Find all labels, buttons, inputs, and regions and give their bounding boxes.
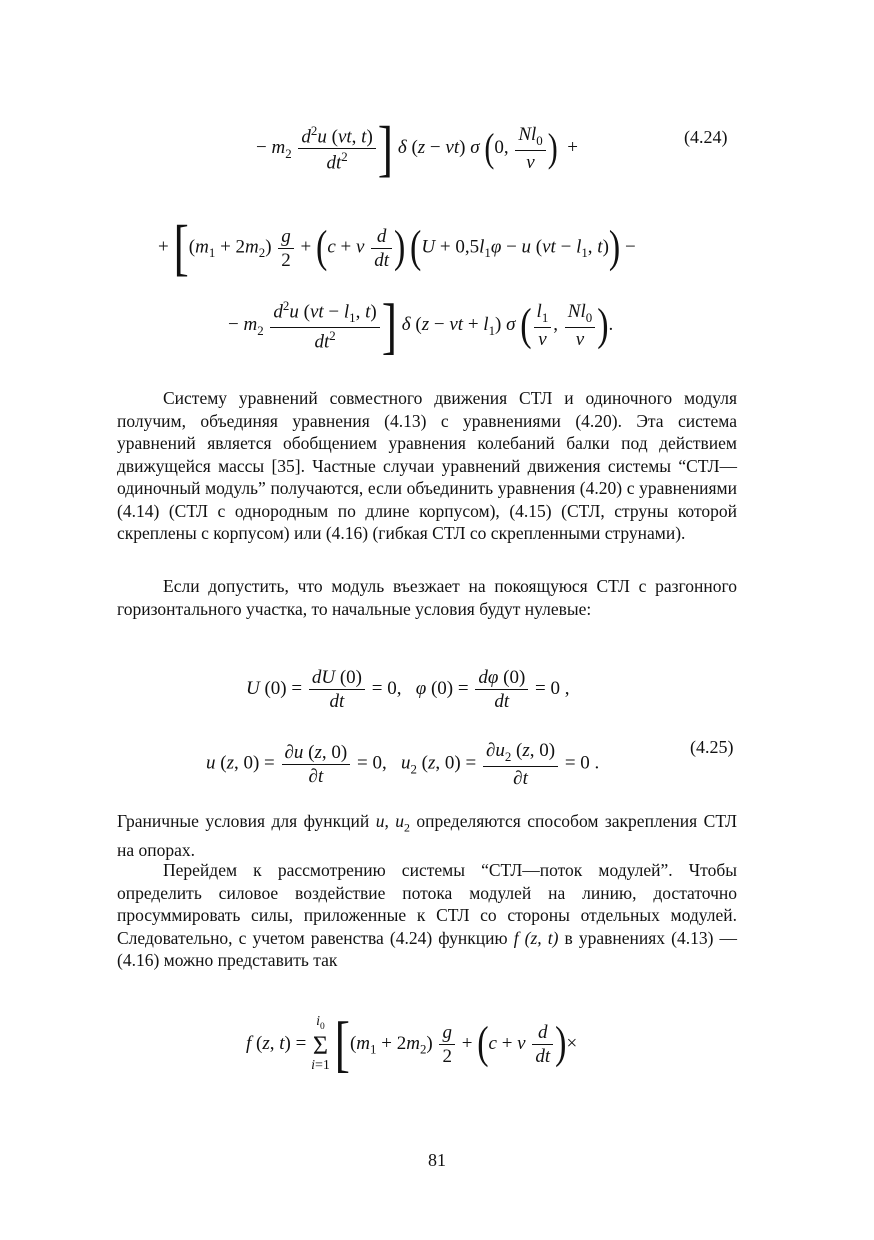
paragraph-system-equations xyxy=(117,387,737,545)
paragraph-text: Перейдем к рассмотрению системы “СТЛ—поток модулей”. Чтобы определить силовое воздействие потока модулей на линию, достаточно просуммировать силы, приложенные к СТЛ со стороны отдельных модулей. Следовательно, с учетом равенства (4.24) функцию xyxy=(117,860,737,948)
equation-number: (4.24) xyxy=(684,127,728,147)
equation-force-sum: f (z, t) = $i_0$ Σ i=1 [$(m_1 + 2m_2)$ $\frac{g}{2}$ + (c + v $\frac{d}{dt}$ )× xyxy=(246,1009,578,1079)
paragraph-text: в уравнениях (4.13) — (4.16) можно представить так xyxy=(117,927,737,970)
equation-number: (4.25) xyxy=(690,737,734,757)
paragraph-text: Если допустить, что модуль въезжает на покоящуюся СТЛ с разгонного горизонтального участка, то начальные условия будут нулевые: xyxy=(117,576,737,619)
variable-u: u xyxy=(375,811,385,831)
equation-4-25-line-1: U (0) = $\frac{dU (0)}{dt}$ = 0, φ (0) = $\frac{d\varphi (0)}{dt}$ = 0 , xyxy=(246,667,570,712)
page-number: 81 xyxy=(428,1150,446,1170)
paragraph-boundary-conditions xyxy=(117,810,737,862)
variable-u2-subscript: 2 xyxy=(404,820,410,835)
paragraph-text: определяются способом закрепления СТЛ на опорах. xyxy=(117,811,738,860)
paragraph-text: , xyxy=(384,811,396,831)
paragraph-module-flow xyxy=(117,859,737,972)
function-f: f (z, t) xyxy=(513,927,559,948)
equation-4-25-line-2: u (z, 0) = $\frac{\partial u (z, 0)}{\partial t}$ = 0, $u_2$ (z, 0) = $\frac{\partial u_2 (z, 0)}{\partial t}$ = 0 . xyxy=(206,740,600,789)
paragraph-text: Систему уравнений совместного движения СТЛ и одиночного модуля получим, объединяя уравнения (4.13) с уравнениями (4.20). Эта система уравнений является обобщением уравнения колебаний балки под действием движущейся массы [35]. Частные случаи уравнений движения системы “СТЛ—одиночный модуль” получаются, если объединить уравнения (4.20) с уравнениями (4.14) (СТЛ с однородным по длине корпусом), (4.15) (СТЛ, струны которой скреплены с корпусом) или (4.16) (гибкая СТЛ со скрепленными струнами). xyxy=(117,388,737,543)
paragraph-initial-conditions xyxy=(117,575,737,620)
variable-u2: u xyxy=(395,811,404,831)
equation-4-24-line-2: + [$(m_1 + 2m_2)$ $\frac{g}{2}$ + (c + v $\frac{d}{dt}$ ) ($U + 0,5l_1\varphi - u$ ($vt - l_1$, t)) − xyxy=(158,212,636,282)
equation-4-24-line-1: − $m_2$ $\frac{d^2u (vt, t)}{dt^2}$ ] δ (z − vt) σ (0, $\frac{Nl_0}{v}$ ) + xyxy=(256,113,578,183)
paragraph-text: Граничные условия для функций xyxy=(117,811,376,831)
equation-4-24-line-3: − $m_2$ $\frac{d^2u (vt - l_1, t)}{dt^2}$ ] δ (z − vt + $l_1$) σ ( $\frac{l_1}{v}$ , $\frac{Nl_0}{v}$ ). xyxy=(228,290,614,360)
